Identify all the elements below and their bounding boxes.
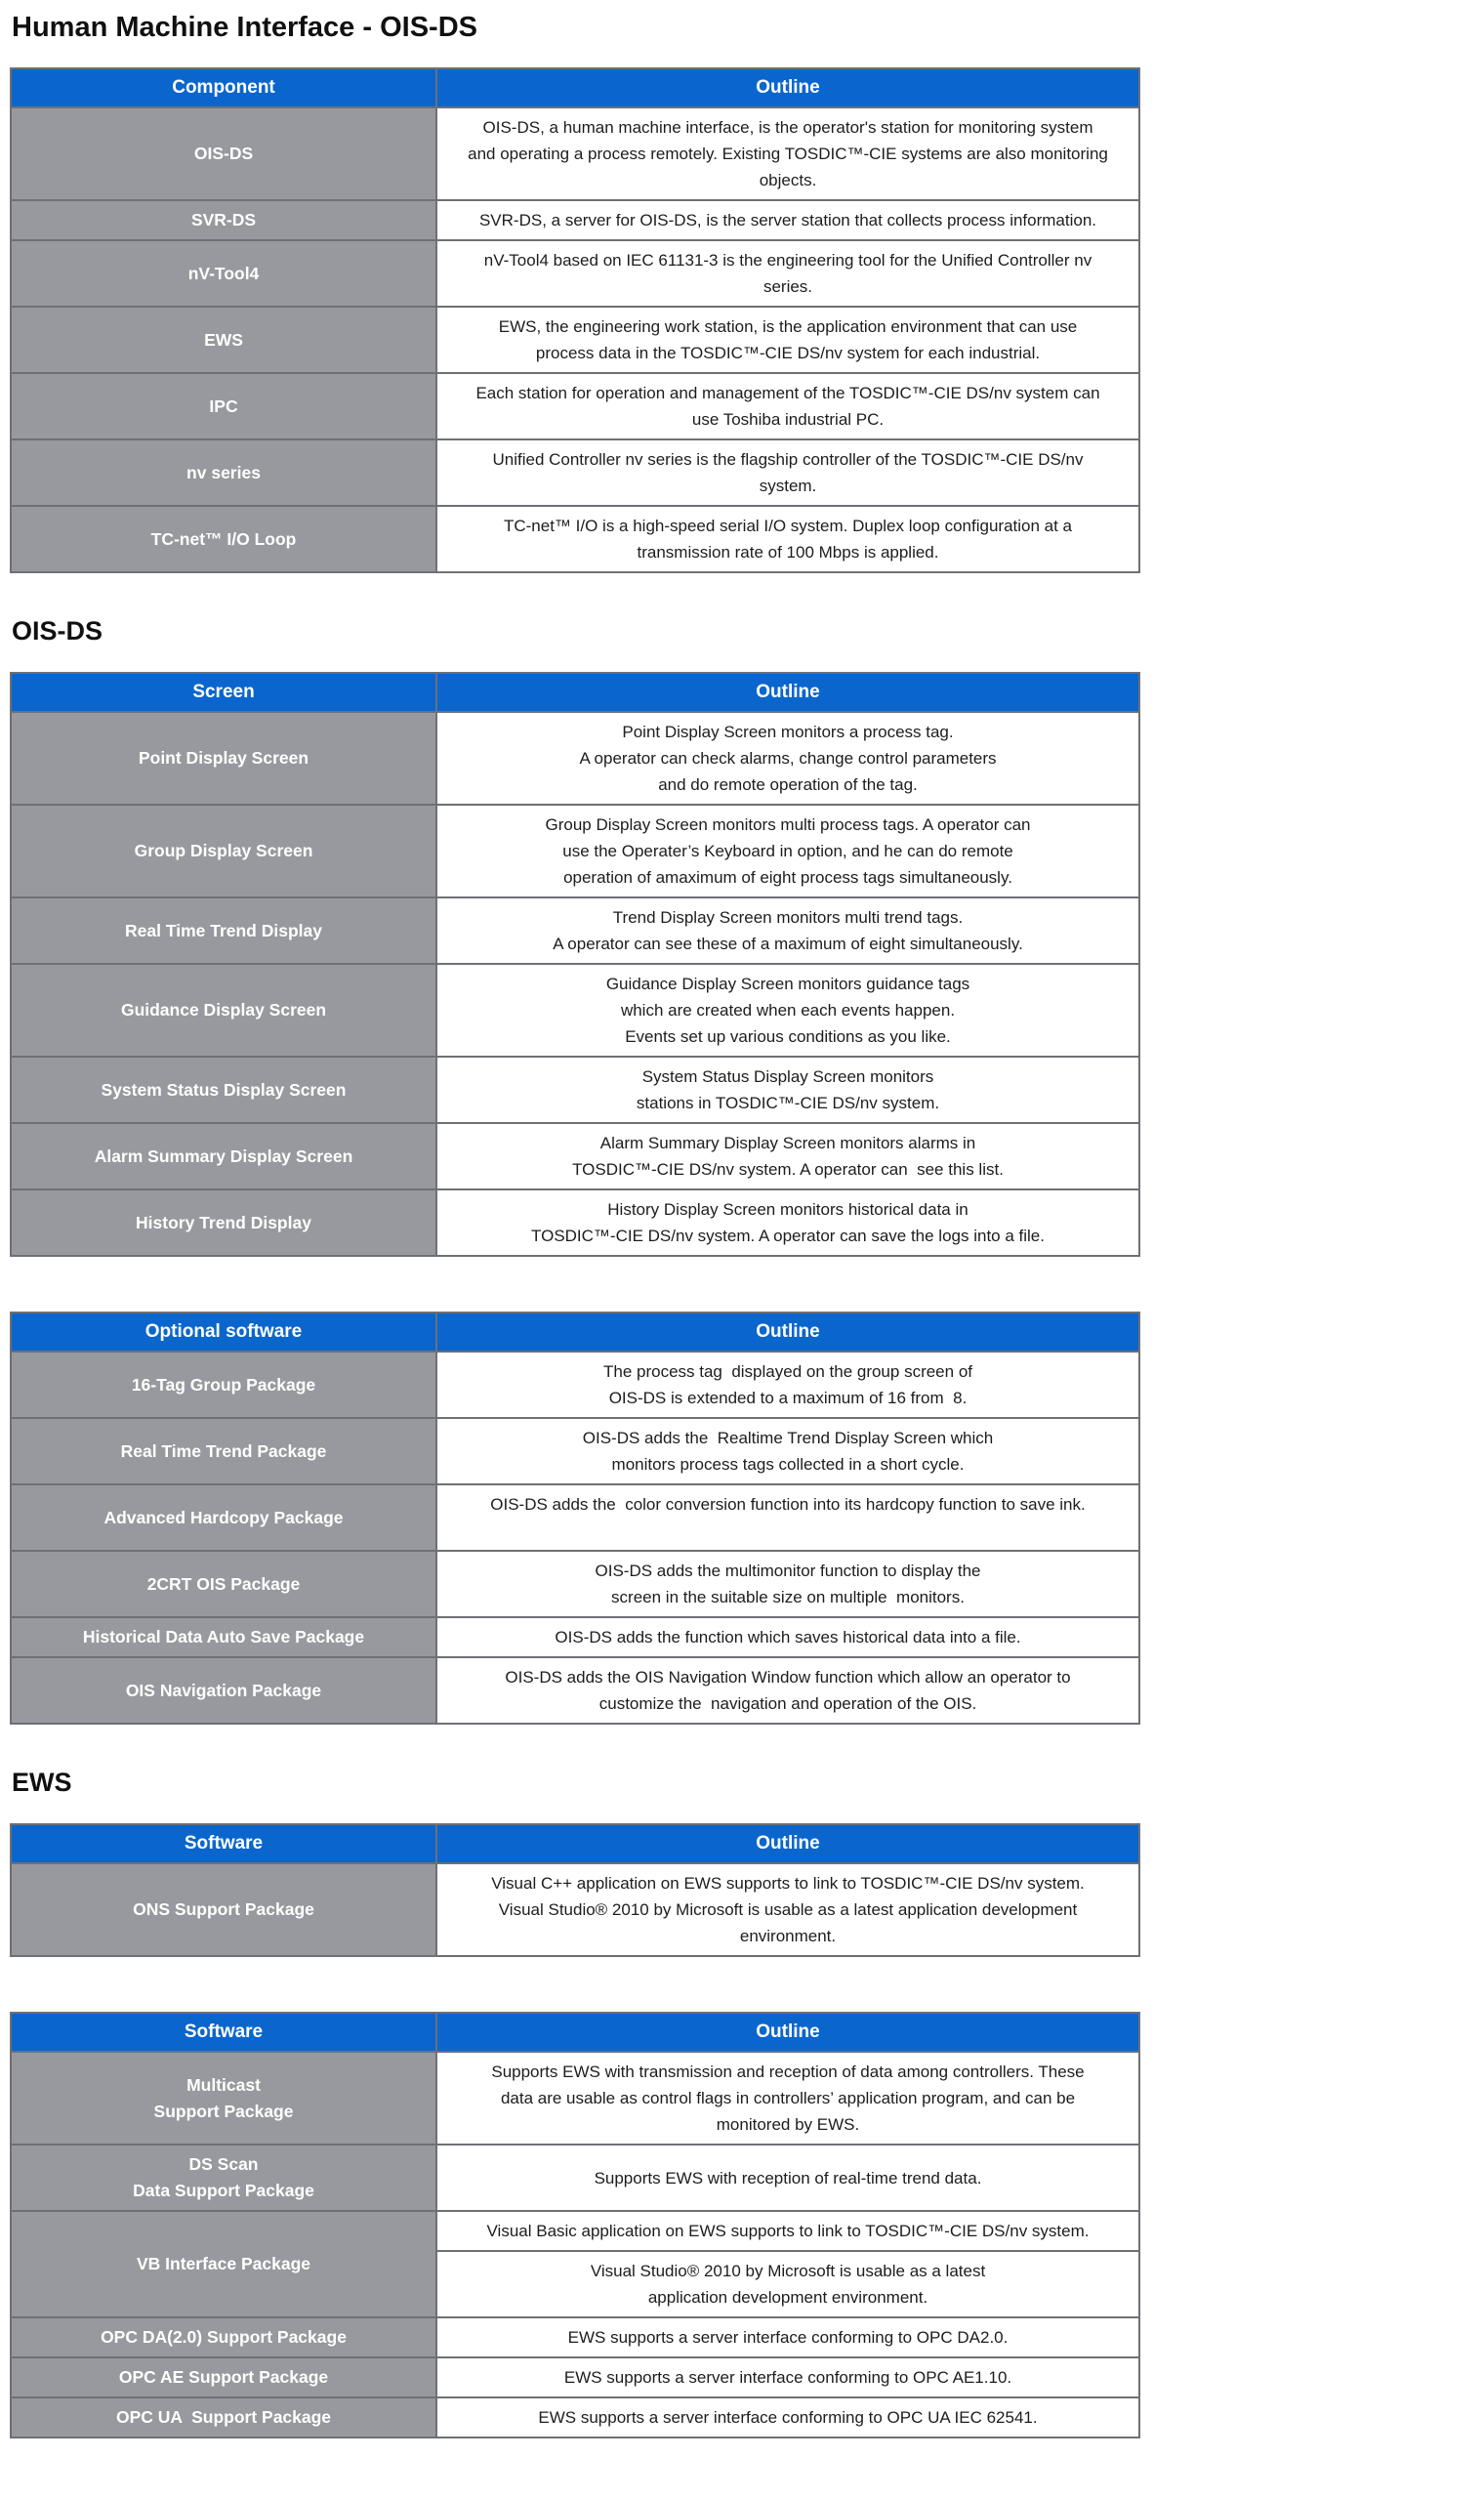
outline-text-line: Point Display Screen monitors a process tag.: [622, 723, 954, 741]
outline-text-line: OIS-DS adds the color conversion function into its hardcopy function to save ink.: [490, 1495, 1086, 1514]
outline-cell: [436, 2211, 1139, 2251]
outline-text-line: data are usable as control flags in controllers’ application program, and can be: [500, 2089, 1076, 2107]
table-row: [11, 1189, 1139, 1256]
outline-cell: [436, 712, 1139, 805]
row-label-point-display-screen: [11, 712, 436, 805]
outline-text-line: process data in the TOSDIC™-CIE DS/nv system for each industrial.: [535, 344, 1041, 362]
header-row: [11, 68, 1139, 107]
outline-text-line: Guidance Display Screen monitors guidance tags: [605, 975, 970, 993]
table-row: [11, 1484, 1139, 1551]
table-row: [11, 2317, 1139, 2357]
table-row: [11, 897, 1139, 964]
row-label-line: 16-Tag Group Package: [131, 1374, 316, 1395]
outline-text-line: Each station for operation and management of the TOSDIC™-CIE DS/nv system can: [475, 384, 1100, 402]
row-label-line: OPC DA(2.0) Support Package: [101, 2327, 347, 2347]
outline-cell: [436, 2357, 1139, 2397]
outline-text-line: monitored by EWS.: [716, 2115, 860, 2134]
column-header-screen: Screen: [11, 673, 436, 712]
outline-cell: [436, 107, 1139, 200]
outline-cell: [436, 1123, 1139, 1189]
outline-cell: [436, 2251, 1139, 2317]
table-row: [11, 2145, 1139, 2211]
outline-text-line: SVR-DS, a server for OIS-DS, is the server station that collects process information.: [478, 211, 1097, 229]
outline-text-line: A operator can see these of a maximum of eight simultaneously.: [553, 935, 1023, 953]
outline-text-line: stations in TOSDIC™-CIE DS/nv system.: [636, 1094, 940, 1112]
row-label-nv-tool4: [11, 240, 436, 307]
outline-cell: [436, 439, 1139, 506]
row-label-line: Data Support Package: [133, 2181, 314, 2200]
outline-text-line: environment.: [739, 1927, 837, 1945]
row-label-line: Historical Data Auto Save Package: [82, 1627, 365, 1646]
row-label-line: nv series: [186, 462, 261, 482]
outline-text-line: nV-Tool4 based on IEC 61131-3 is the engineering tool for the Unified Controller nv: [483, 251, 1092, 270]
outline-text-line: Unified Controller nv series is the flagship controller of the TOSDIC™-CIE DS/nv: [492, 450, 1084, 469]
outline-text-line: application development environment.: [647, 2288, 928, 2307]
outline-text-line: Alarm Summary Display Screen monitors alarms in: [599, 1134, 976, 1152]
row-label-line: VB Interface Package: [136, 2254, 310, 2273]
row-label-opc-ua-support-package: [11, 2397, 436, 2438]
row-label-ds-scan-data-support-package: [11, 2145, 436, 2211]
row-label-line: nV-Tool4: [187, 263, 260, 283]
row-label-line: Advanced Hardcopy Package: [103, 1507, 344, 1527]
row-label-line: SVR-DS: [190, 210, 257, 229]
outline-cell: [436, 506, 1139, 572]
outline-cell: [436, 2052, 1139, 2145]
row-label-real-time-trend-display: [11, 897, 436, 964]
row-label-historical-data-auto-save-package: [11, 1617, 436, 1657]
outline-cell: [436, 1418, 1139, 1484]
row-label-multicast-support-package: [11, 2052, 436, 2145]
table-row: [11, 1123, 1139, 1189]
table-row: [11, 1418, 1139, 1484]
table-row: [11, 2357, 1139, 2397]
row-label-line: EWS: [204, 329, 243, 350]
row-label-real-time-trend-package: [11, 1418, 436, 1484]
table-row: [11, 1657, 1139, 1724]
header-row: [11, 673, 1139, 712]
row-label-opc-ae-support-package: [11, 2357, 436, 2397]
outline-text-line: TOSDIC™-CIE DS/nv system. A operator can save the logs into a file.: [531, 1227, 1045, 1245]
row-label-guidance-display-screen: [11, 964, 436, 1057]
row-label-line: Real Time Trend Package: [120, 1440, 327, 1461]
header-row: [11, 1824, 1139, 1863]
row-label-line: 2CRT OIS Package: [146, 1573, 301, 1594]
outline-text-line: A operator can check alarms, change control parameters: [579, 749, 997, 768]
row-label-group-display-screen: [11, 805, 436, 897]
outline-text-line: Visual Studio® 2010 by Microsoft is usable as a latest: [590, 2262, 986, 2280]
outline-text-line: transmission rate of 100 Mbps is applied.: [637, 543, 939, 562]
row-label-ons-support-package: [11, 1863, 436, 1956]
header-row: [11, 1312, 1139, 1352]
row-label-opc-da-2-0-support-package: [11, 2317, 436, 2357]
row-label-tc-net-i-o-loop: [11, 506, 436, 572]
outline-text-line: OIS-DS adds the OIS Navigation Window function which allow an operator to: [505, 1668, 1071, 1687]
outline-text-line: The process tag displayed on the group screen of: [602, 1362, 972, 1381]
row-label-line: Alarm Summary Display Screen: [94, 1146, 353, 1166]
table-row: [11, 964, 1139, 1057]
outline-text-line: EWS supports a server interface conforming to OPC AE1.10.: [563, 2368, 1012, 2387]
column-header-component: Component: [11, 68, 436, 107]
outline-text-line: OIS-DS is extended to a maximum of 16 from 8.: [608, 1389, 968, 1407]
row-label-line: Multicast: [186, 2074, 261, 2095]
table-row: [11, 107, 1139, 200]
outline-text-line: Group Display Screen monitors multi process tags. A operator can: [545, 815, 1031, 834]
outline-text-line: Visual Studio® 2010 by Microsoft is usable as a latest application development: [498, 1900, 1078, 1919]
outline-text-line: [455, 1518, 1121, 1544]
row-label-2crt-ois-package: [11, 1551, 436, 1617]
table-screen-2: [10, 672, 1140, 1257]
outline-cell: [436, 307, 1139, 373]
table-row: [11, 200, 1139, 240]
outline-text-line: History Display Screen monitors historical data in: [607, 1200, 969, 1219]
row-label-line: Group Display Screen: [134, 841, 313, 860]
outline-text-line: and operating a process remotely. Existing TOSDIC™-CIE systems are also monitoring: [468, 145, 1108, 163]
row-label-ois-ds: [11, 107, 436, 200]
row-label-line: History Trend Display: [136, 1212, 311, 1232]
row-label-line: Guidance Display Screen: [120, 1000, 327, 1020]
row-label-history-trend-display: [11, 1189, 436, 1256]
page-title: Human Machine Interface - OIS-DS: [12, 12, 477, 43]
row-label-line: OIS-DS: [193, 144, 254, 163]
outline-text-line: Supports EWS with reception of real-time trend data.: [594, 2168, 982, 2188]
header-row: [11, 2013, 1139, 2052]
outline-cell: [436, 1484, 1139, 1551]
outline-cell: [436, 1657, 1139, 1724]
table-optional-software-3: [10, 1312, 1140, 1725]
section-heading-ois-ds: OIS-DS: [12, 616, 103, 646]
column-header-outline: Outline: [436, 1824, 1139, 1863]
row-label-line: ONS Support Package: [133, 1899, 314, 1919]
row-label-ois-navigation-package: [11, 1657, 436, 1724]
row-label-vb-interface-package: [11, 2211, 436, 2317]
row-label-ipc: [11, 373, 436, 439]
row-label-line: TC-net™ I/O Loop: [150, 528, 297, 549]
outline-text-line: TOSDIC™-CIE DS/nv system. A operator can see this list.: [572, 1160, 1004, 1179]
outline-cell: [436, 964, 1139, 1057]
table-row: [11, 1617, 1139, 1657]
outline-cell: [436, 200, 1139, 240]
outline-cell: [436, 897, 1139, 964]
outline-text-line: Trend Display Screen monitors multi trend tags.: [612, 908, 964, 927]
outline-cell: [436, 240, 1139, 307]
table-row: [11, 506, 1139, 572]
outline-text-line: use the Operater’s Keyboard in option, and he can do remote: [562, 842, 1013, 860]
outline-cell: [436, 1352, 1139, 1418]
outline-text-line: system.: [759, 477, 817, 495]
outline-text-line: OIS-DS adds the multimonitor function to display the: [595, 1562, 981, 1580]
outline-text-line: objects.: [759, 171, 817, 189]
table-row: [11, 2211, 1139, 2251]
row-label-line: OIS Navigation Package: [125, 1680, 322, 1700]
table-row: [11, 805, 1139, 897]
table-row: [11, 240, 1139, 307]
outline-text-line: operation of amaximum of eight process tags simultaneously.: [563, 868, 1012, 887]
row-label-line: Real Time Trend Display: [125, 920, 322, 940]
outline-text-line: Visual Basic application on EWS supports to link to TOSDIC™-CIE DS/nv system.: [486, 2222, 1090, 2240]
table-row: [11, 2052, 1139, 2145]
row-label-system-status-display-screen: [11, 1057, 436, 1123]
table-row: [11, 439, 1139, 506]
outline-text-line: OIS-DS adds the Realtime Trend Display Screen which: [582, 1429, 994, 1447]
table-row: [11, 307, 1139, 373]
row-label-line: Point Display Screen: [138, 748, 309, 768]
row-label-advanced-hardcopy-package: [11, 1484, 436, 1551]
row-label-line: OPC AE Support Package: [118, 2367, 329, 2387]
column-header-outline: Outline: [436, 68, 1139, 107]
table-software-6: [10, 2012, 1140, 2438]
outline-cell: [436, 1551, 1139, 1617]
row-label-line: Support Package: [153, 2101, 294, 2121]
outline-text-line: and do remote operation of the tag.: [658, 775, 918, 794]
row-label-alarm-summary-display-screen: [11, 1123, 436, 1189]
table-component-0: [10, 67, 1140, 573]
outline-text-line: monitors process tags collected in a short cycle.: [611, 1455, 965, 1474]
row-label-ews: [11, 307, 436, 373]
table-row: [11, 2397, 1139, 2438]
outline-cell: [436, 805, 1139, 897]
outline-text-line: EWS supports a server interface conforming to OPC UA IEC 62541.: [538, 2408, 1038, 2427]
outline-cell: [436, 373, 1139, 439]
outline-text-line: which are created when each events happen.: [620, 1001, 956, 1020]
outline-text-line: EWS supports a server interface conforming to OPC DA2.0.: [567, 2328, 1009, 2347]
outline-text-line: Visual C++ application on EWS supports to link to TOSDIC™-CIE DS/nv system.: [491, 1874, 1085, 1893]
outline-cell: [436, 2145, 1139, 2211]
outline-cell: [436, 2397, 1139, 2438]
column-header-optional-software: Optional software: [11, 1312, 436, 1352]
row-label-nv-series: [11, 439, 436, 506]
outline-cell: [436, 2317, 1139, 2357]
outline-text-line: TC-net™ I/O is a high-speed serial I/O system. Duplex loop configuration at a: [503, 517, 1073, 535]
section-heading-ews: EWS: [12, 1768, 72, 1797]
row-label-16-tag-group-package: [11, 1352, 436, 1418]
outline-cell: [436, 1617, 1139, 1657]
column-header-software: Software: [11, 2013, 436, 2052]
table-row: [11, 1352, 1139, 1418]
column-header-software: Software: [11, 1824, 436, 1863]
table-row: [11, 1863, 1139, 1956]
table-row: [11, 1057, 1139, 1123]
outline-text-line: screen in the suitable size on multiple monitors.: [611, 1588, 965, 1606]
document-content: [10, 67, 1484, 2438]
outline-text-line: Events set up various conditions as you like.: [625, 1027, 951, 1046]
column-header-outline: Outline: [436, 1312, 1139, 1352]
outline-text-line: OIS-DS, a human machine interface, is the operator's station for monitoring system: [482, 118, 1093, 137]
row-label-line: System Status Display Screen: [101, 1079, 347, 1100]
outline-text-line: OIS-DS adds the function which saves historical data into a file.: [555, 1628, 1021, 1646]
outline-text-line: use Toshiba industrial PC.: [691, 410, 885, 429]
table-software-5: [10, 1823, 1140, 1957]
outline-text-line: customize the navigation and operation of the OIS.: [598, 1694, 977, 1713]
column-header-outline: Outline: [436, 673, 1139, 712]
outline-cell: [436, 1057, 1139, 1123]
table-row: [11, 373, 1139, 439]
row-label-line: IPC: [209, 396, 238, 416]
row-label-svr-ds: [11, 200, 436, 240]
outline-text-line: System Status Display Screen monitors: [641, 1067, 934, 1086]
table-row: [11, 712, 1139, 805]
row-label-line: DS Scan: [188, 2154, 259, 2174]
row-label-line: OPC UA Support Package: [115, 2407, 332, 2427]
table-row: [11, 1551, 1139, 1617]
outline-cell: [436, 1863, 1139, 1956]
column-header-outline: Outline: [436, 2013, 1139, 2052]
outline-text-line: series.: [763, 277, 813, 296]
outline-text-line: EWS, the engineering work station, is the application environment that can use: [498, 317, 1078, 336]
outline-text-line: Supports EWS with transmission and reception of data among controllers. These: [491, 2062, 1085, 2081]
outline-cell: [436, 1189, 1139, 1256]
